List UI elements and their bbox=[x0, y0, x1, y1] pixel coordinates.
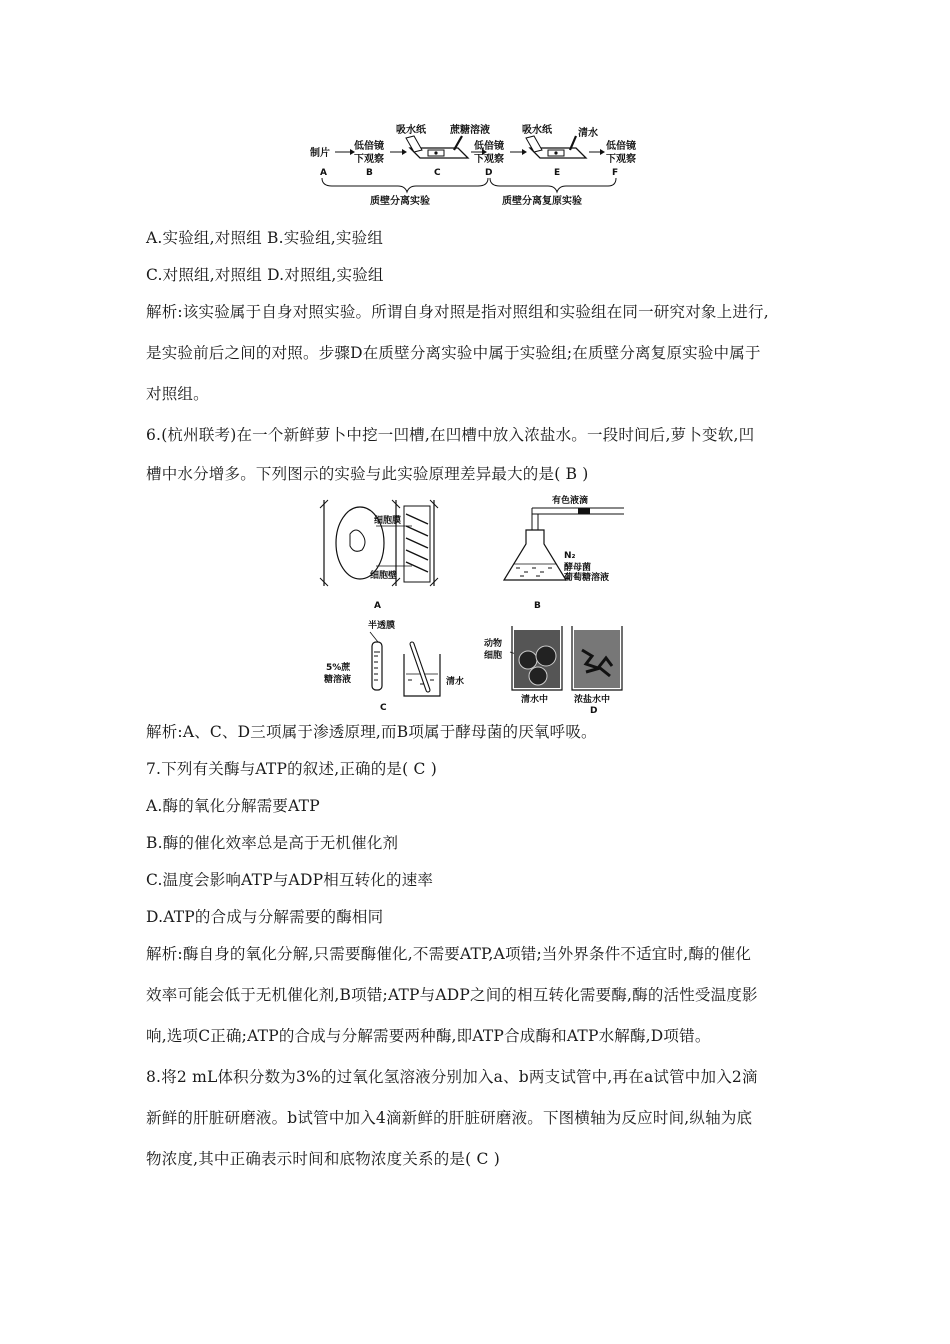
label-fig-a: A bbox=[374, 601, 381, 611]
step-lowpower-1: 低倍镜 bbox=[354, 141, 384, 152]
label-glucose: 葡萄糖溶液 bbox=[564, 573, 610, 583]
q7-analysis-line-3: 响,选项C正确;ATP的合成与分解需要两种酶,即ATP合成酶和ATP水解酶,D项错。 bbox=[146, 1027, 711, 1045]
q6-stem-line-2: 槽中水分增多。下列图示的实验与此实验原理差异最大的是( B ) bbox=[146, 465, 589, 483]
label-in-water: 清水中 bbox=[521, 695, 549, 705]
label-e: E bbox=[554, 168, 561, 178]
label-colored-drop: 有色液滴 bbox=[552, 496, 589, 506]
plant-cells-diagram bbox=[320, 500, 438, 611]
label-c: C bbox=[434, 168, 441, 178]
q8-stem-line-3: 物浓度,其中正确表示时间和底物浓度关系的是( C ) bbox=[146, 1150, 500, 1168]
q7-option-a: A.酶的氧化分解需要ATP bbox=[146, 797, 320, 815]
step-slide: 制片 bbox=[310, 148, 330, 159]
q8-stem-line-2: 新鲜的肝脏研磨液。b试管中加入4滴新鲜的肝脏研磨液。下图横轴为反应时间,纵轴为底 bbox=[146, 1109, 753, 1127]
step-blotting-paper-2: 吸水纸 bbox=[522, 125, 552, 136]
group-deplasmolysis: 质壁分离复原实验 bbox=[502, 196, 582, 207]
label-animal-2: 细胞 bbox=[484, 651, 503, 661]
slide-c-icon bbox=[406, 136, 468, 158]
label-sucrose-5-1: 5%蔗 bbox=[326, 663, 351, 673]
q7-stem: 7.下列有关酶与ATP的叙述,正确的是( C ) bbox=[146, 760, 437, 778]
q7-option-d: D.ATP的合成与分解需要的酶相同 bbox=[146, 908, 384, 926]
yeast-flask-diagram bbox=[504, 494, 624, 611]
q8-stem-line-1: 8.将2 mL体积分数为3%的过氧化氢溶液分别加入a、b两支试管中,再在a试管中加入2滴 bbox=[146, 1068, 758, 1086]
q7-option-c: C.温度会影响ATP与ADP相互转化的速率 bbox=[146, 871, 434, 889]
label-d: D bbox=[485, 168, 493, 178]
step-water: 清水 bbox=[578, 128, 598, 139]
label-b: B bbox=[366, 168, 373, 178]
label-fig-d: D bbox=[590, 706, 598, 714]
q7-analysis-line-1: 解析:酶自身的氧化分解,只需要酶催化,不需要ATP,A项错;当外界条件不适宜时,酶的催化 bbox=[146, 945, 752, 963]
plasmolysis-flow-figure bbox=[308, 122, 648, 208]
step-lowpower-3: 低倍镜 bbox=[606, 141, 636, 152]
label-fig-c: C bbox=[380, 703, 387, 713]
label-animal-1: 动物 bbox=[484, 639, 503, 649]
group-plasmolysis: 质壁分离实验 bbox=[370, 196, 430, 207]
osmosis-comparison-figure bbox=[316, 494, 656, 714]
label-in-brine: 浓盐水中 bbox=[574, 695, 611, 705]
q7-analysis-line-2: 效率可能会低于无机催化剂,B项错;ATP与ADP之间的相互转化需要酶,酶的活性受温度影 bbox=[146, 986, 758, 1004]
step-observe-2: 下观察 bbox=[474, 154, 504, 165]
label-yeast: 酵母菌 bbox=[564, 563, 592, 573]
label-f: F bbox=[612, 168, 619, 178]
label-clear-water-c: 清水 bbox=[446, 677, 465, 687]
step-sucrose: 蔗糖溶液 bbox=[450, 125, 490, 136]
label-cell-membrane: 细胞膜 bbox=[374, 516, 402, 526]
slide-e-icon bbox=[526, 136, 586, 158]
step-lowpower-2: 低倍镜 bbox=[474, 141, 504, 152]
q5-analysis-line-2: 是实验前后之间的对照。步骤D在质壁分离实验中属于实验组;在质壁分离复原实验中属于 bbox=[146, 344, 761, 362]
osmometer-diagram bbox=[323, 619, 464, 713]
q7-option-b: B.酶的催化效率总是高于无机催化剂 bbox=[146, 834, 399, 852]
q5-analysis-line-1: 解析:该实验属于自身对照实验。所谓自身对照是指对照组和实验组在同一研究对象上进行, bbox=[146, 303, 769, 321]
step-observe-3: 下观察 bbox=[606, 154, 636, 165]
step-blotting-paper-1: 吸水纸 bbox=[396, 125, 426, 136]
label-n2: N₂ bbox=[564, 551, 576, 561]
q5-options-ab: A.实验组,对照组 B.实验组,实验组 bbox=[146, 229, 384, 247]
label-cell-wall: 细胞壁 bbox=[370, 571, 398, 581]
label-fig-b: B bbox=[534, 601, 541, 611]
label-a: A bbox=[320, 168, 327, 178]
q6-analysis: 解析:A、C、D三项属于渗透原理,而B项属于酵母菌的厌氧呼吸。 bbox=[146, 723, 597, 741]
label-sucrose-5-2: 糖溶液 bbox=[324, 675, 352, 685]
q5-options-cd: C.对照组,对照组 D.对照组,实验组 bbox=[146, 266, 384, 284]
step-observe-1: 下观察 bbox=[354, 154, 384, 165]
q5-analysis-line-3: 对照组。 bbox=[146, 385, 209, 403]
q6-stem-line-1: 6.(杭州联考)在一个新鲜萝卜中挖一凹槽,在凹槽中放入浓盐水。一段时间后,萝卜变软,凹 bbox=[146, 426, 755, 444]
animal-cells-beakers-diagram bbox=[484, 626, 622, 714]
label-semipermeable: 半透膜 bbox=[368, 621, 396, 631]
